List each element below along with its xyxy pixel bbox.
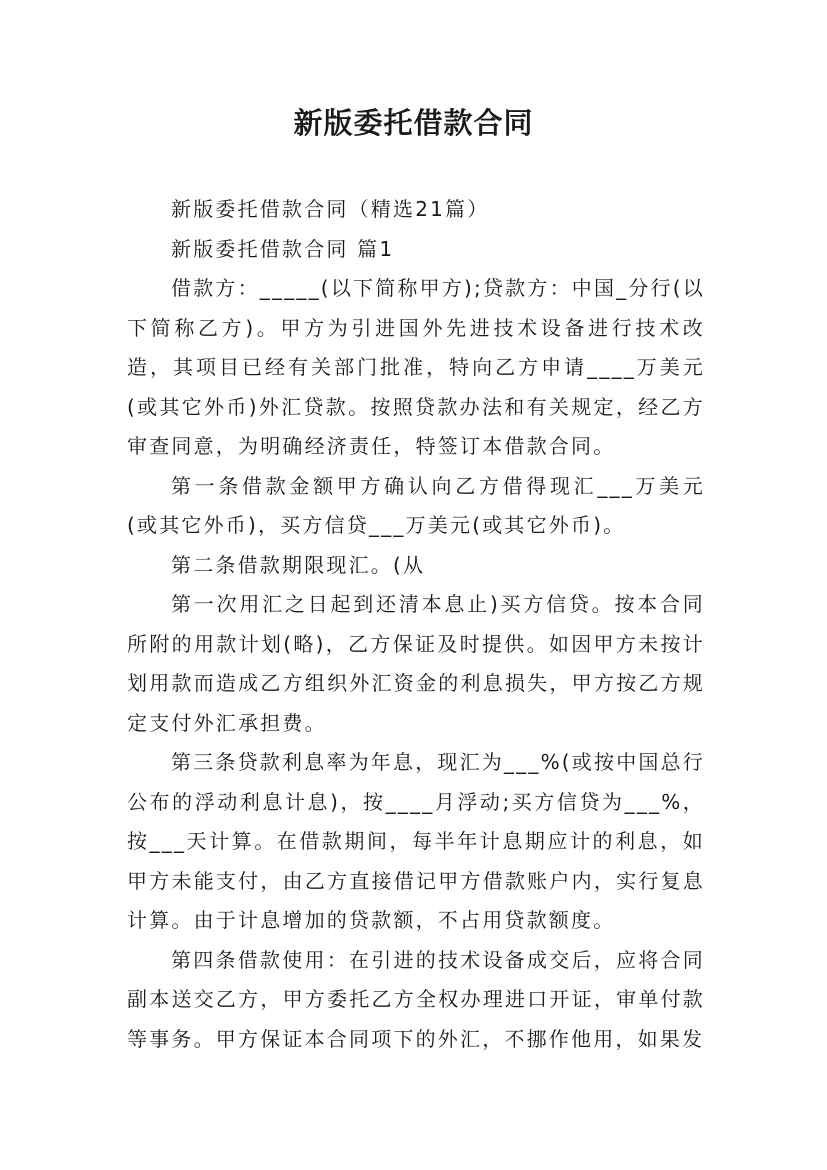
body-paragraph: 第二条借款期限现汇。(从 — [171, 552, 426, 577]
body-paragraph: 第三条贷款利息率为年息，现汇为___%(或按中国总行公布的浮动利息计息)，按____月浮动;买方信贷为___%，按___天计算。在借款期间，每半年计息期应计的利息，如甲方未能支付，由乙方直接借记甲方借款账户内，实行复息计算。由于计息增加的贷款额，不占用贷款额度。 — [127, 750, 706, 932]
body-paragraph: 第四条借款使用：在引进的技术设备成交后，应将合同副本送交乙方，甲方委托乙方全权办理进口开证，审单付款等事务。甲方保证本合同项下的外汇，不挪作他用，如果发 — [127, 947, 705, 1051]
document-body — [127, 190, 705, 1059]
body-paragraph: 借款方：_____(以下简称甲方);贷款方：中国_分行(以下简称乙方)。甲方为引进国外先进技术设备进行技术改造，其项目已经有关部门批准，特向乙方申请____万美元(或其它外币)外汇贷款。按照贷款办法和有关规定，经乙方审查同意，为明确经济责任，特签订本借款合同。 — [127, 276, 705, 458]
document-title: 新版委托借款合同 — [293, 106, 534, 140]
section-heading: 新版委托借款合同 篇1 — [171, 236, 395, 261]
body-paragraph: 第一条借款金额甲方确认向乙方借得现汇___万美元(或其它外币)，买方信贷___万美元(或其它外币)。 — [127, 473, 705, 537]
body-paragraph: 第一次用汇之日起到还清本息止)买方信贷。按本合同所附的用款计划(略)，乙方保证及时提供。如因甲方未按计划用款而造成乙方组织外汇资金的利息损失，甲方按乙方规定支付外汇承担费。 — [127, 592, 705, 735]
subtitle-paragraph: 新版委托借款合同（精选21篇） — [171, 197, 490, 221]
